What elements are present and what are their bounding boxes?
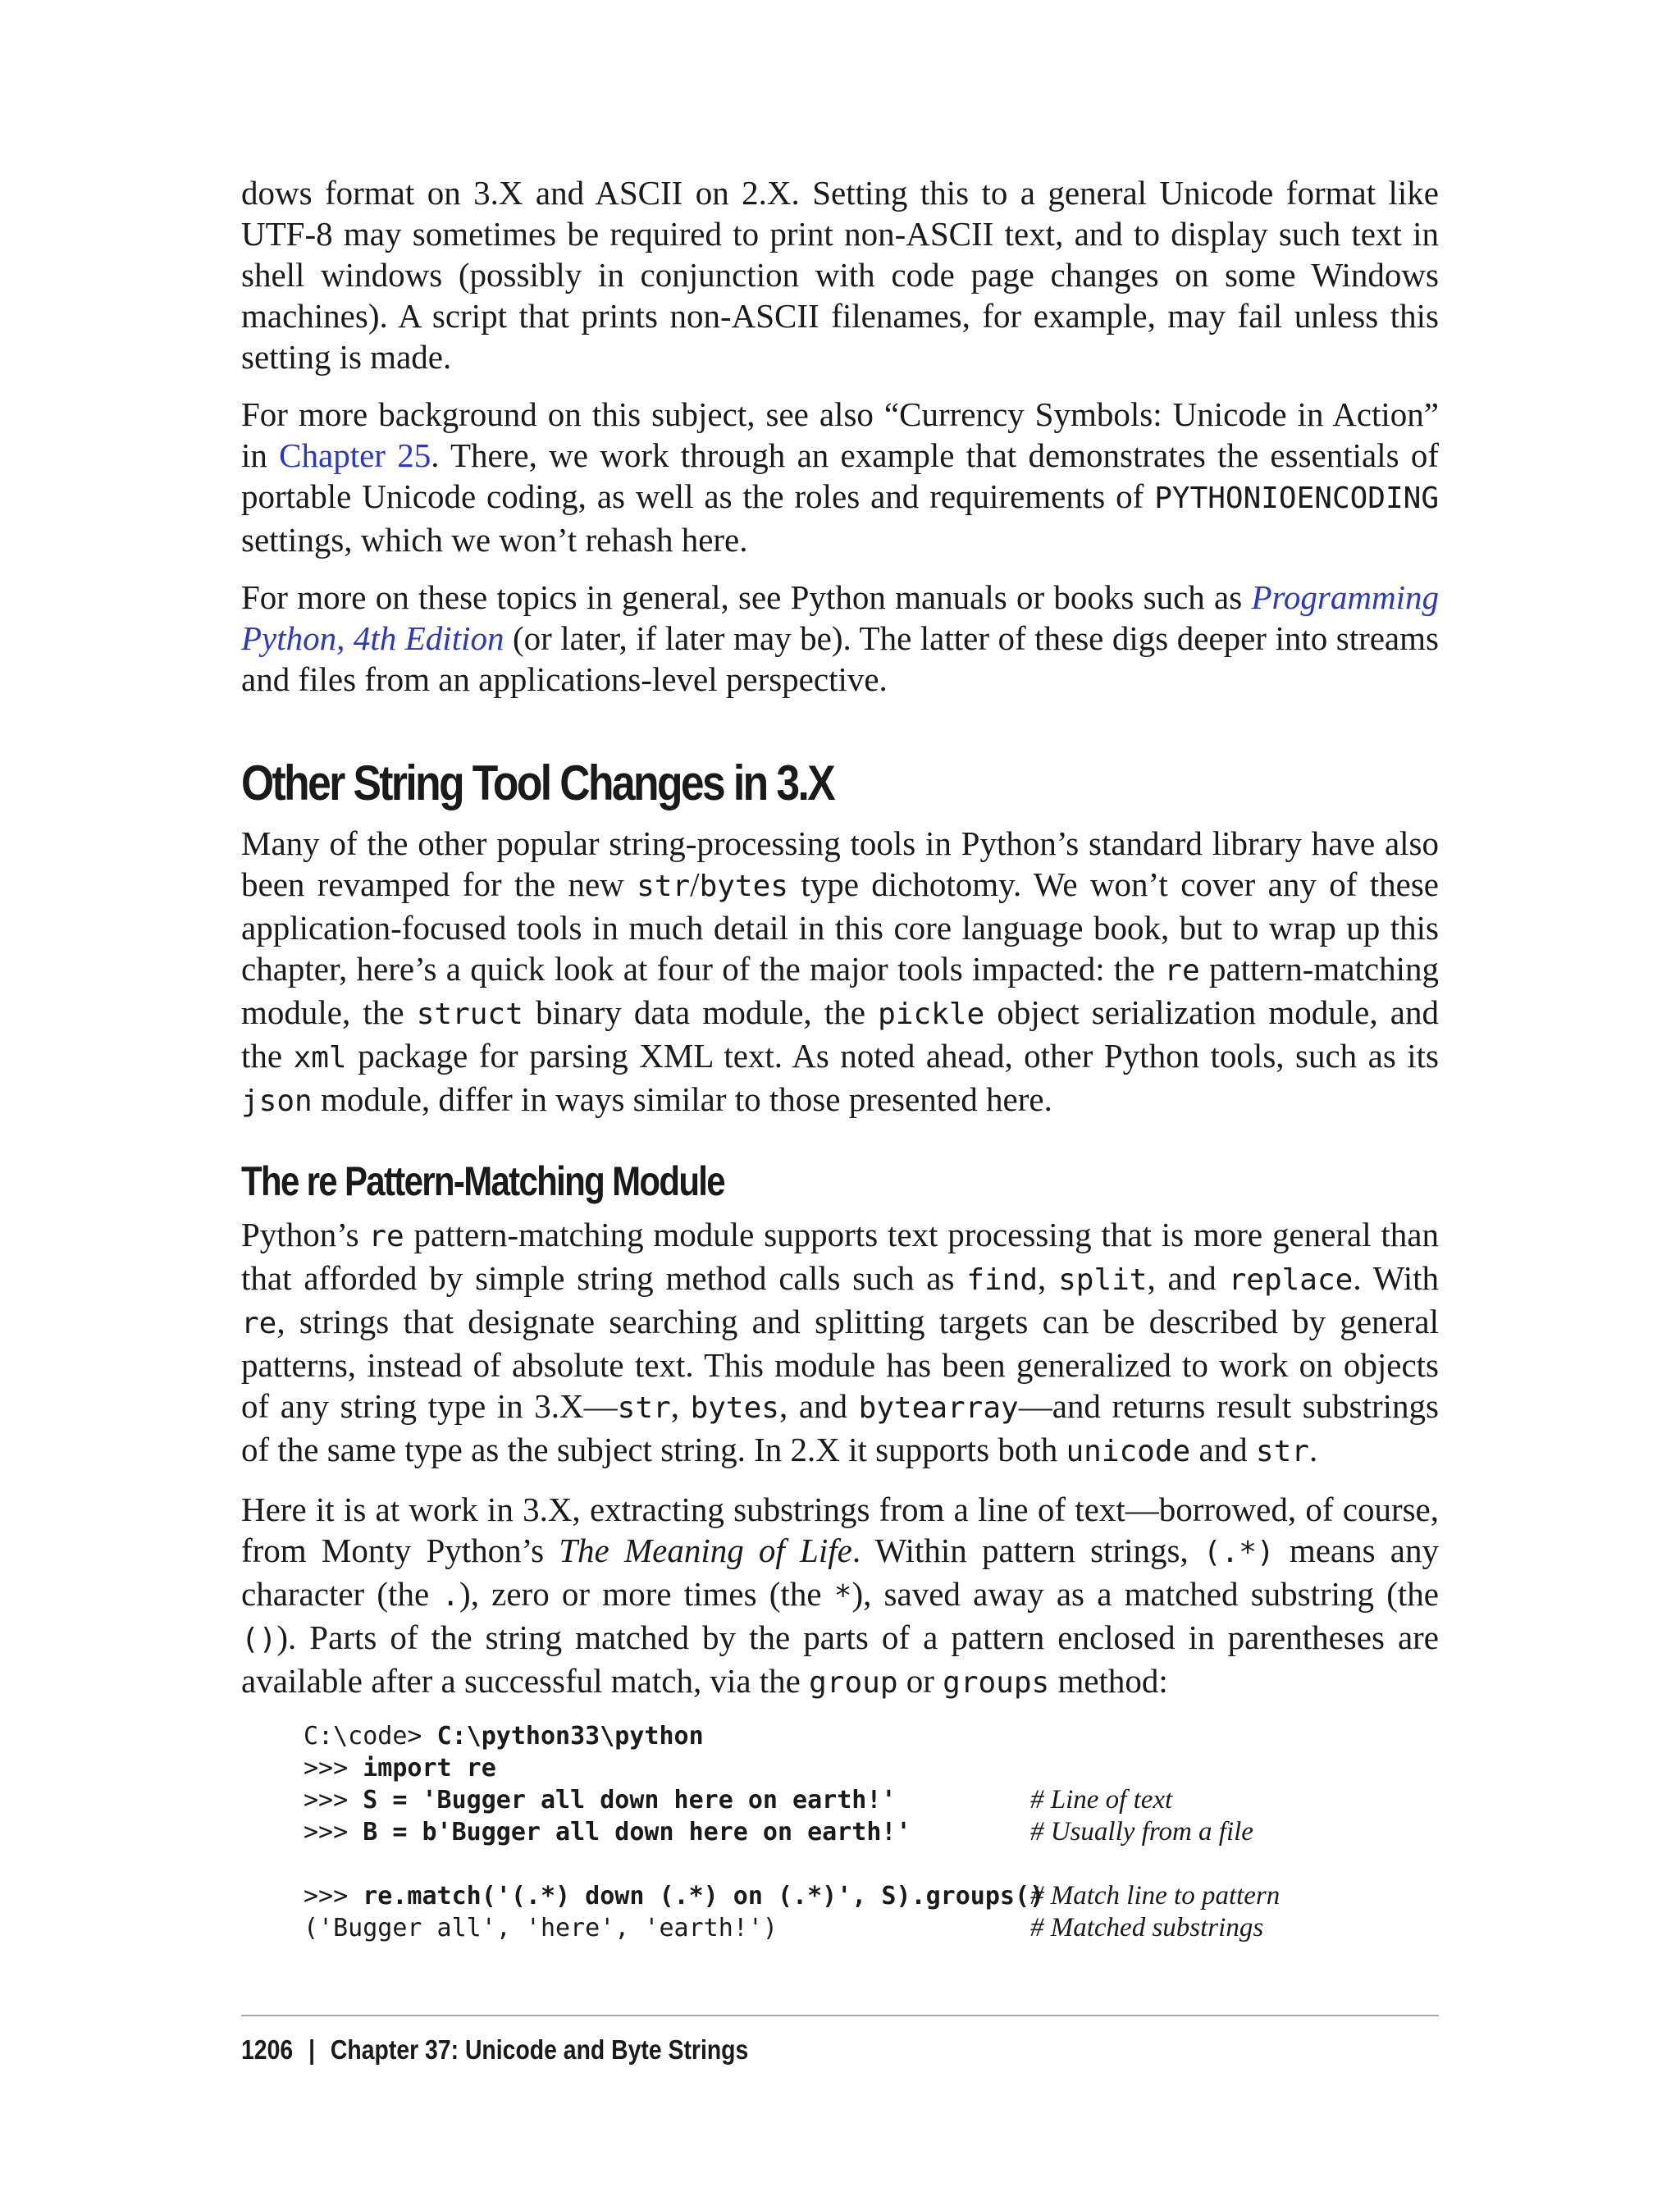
footer-rule xyxy=(241,2015,1439,2016)
inline-code: () xyxy=(241,1623,277,1656)
code-input: S = 'Bugger all down here on earth!' xyxy=(363,1786,897,1815)
code-comment: # Matched substrings xyxy=(1030,1913,1264,1942)
subsection-heading: The re Pattern-Matching Module xyxy=(241,1158,724,1204)
text: For more background on this subject, see also “Currency Symbols: Unicode in Action” in xyxy=(241,395,1439,474)
inline-code: str xyxy=(1255,1435,1309,1468)
code-input: re.match('(.*) down (.*) on (.*)', S).groups() xyxy=(363,1882,1045,1911)
code-comment: # Match line to pattern xyxy=(1030,1881,1281,1911)
inline-code: bytearray xyxy=(858,1391,1019,1425)
code-prompt: >>> xyxy=(304,1754,363,1783)
code-line xyxy=(304,1816,1439,1848)
inline-code: * xyxy=(833,1579,852,1613)
text: . There, we work through an example that demonstrates the essentials of portable Unicode coding, as well as the roles and requirements of xyxy=(241,436,1439,515)
text: object serialization module, and the xyxy=(241,993,1439,1075)
text: pattern-matching module, the xyxy=(241,950,1439,1031)
text: , xyxy=(670,1387,691,1425)
inline-code: str xyxy=(637,870,691,903)
inline-code: (.*) xyxy=(1203,1536,1275,1569)
text: method: xyxy=(1049,1662,1168,1700)
paragraph-more-topics xyxy=(241,577,1439,700)
paragraph-example-intro xyxy=(241,1489,1439,1704)
inline-code: split xyxy=(1058,1263,1148,1297)
text: ). Parts of the string matched by the parts of a pattern enclosed in parentheses are available after a successful match, via the xyxy=(241,1618,1439,1700)
footer-text xyxy=(241,2034,1271,2066)
chapter-title: Chapter 37: Unicode and Byte Strings xyxy=(330,2034,749,2065)
code-input: import re xyxy=(363,1754,496,1783)
text: , strings that designate searching and splitting targets can be described by general patterns, instead of absolute text. This module has been generalized to work on objects of any string type in 3.X— xyxy=(241,1303,1439,1425)
page-number: 1206 xyxy=(241,2034,294,2065)
text: , and xyxy=(1147,1259,1229,1297)
code-line xyxy=(304,1720,1439,1752)
paragraph-background xyxy=(241,394,1439,560)
section-heading: Other String Tool Changes in 3.X xyxy=(241,756,834,810)
book-title: The Meaning of Life xyxy=(559,1532,852,1569)
inline-code: json xyxy=(241,1084,313,1118)
inline-code: str xyxy=(617,1391,671,1425)
page-footer xyxy=(241,2015,1439,2066)
code-blank-line xyxy=(304,1848,1439,1880)
inline-code: pickle xyxy=(878,998,985,1031)
inline-code: unicode xyxy=(1066,1435,1191,1468)
chapter-25-link[interactable]: Chapter 25 xyxy=(279,436,431,474)
code-line xyxy=(304,1912,1439,1944)
page-content xyxy=(241,172,1439,1944)
paragraph-string-tools xyxy=(241,823,1439,1122)
inline-code: groups xyxy=(943,1666,1050,1700)
code-input: B = b'Bugger all down here on earth!' xyxy=(363,1818,911,1847)
inline-code: struct xyxy=(416,998,523,1031)
text: (or later, if later may be). The latter of these digs deeper into streams and files from an applications-level perspective. xyxy=(241,619,1439,698)
text: type dichotomy. We won’t cover any of these application-focused tools in much detail in this core language book, but to wrap up this chapter, here’s a quick look at four of the major tools impacted: the xyxy=(241,865,1439,988)
text: binary data module, the xyxy=(523,993,879,1031)
code-comment: # Line of text xyxy=(1030,1785,1173,1815)
text: , and xyxy=(778,1387,859,1425)
code-prompt: C:\code> xyxy=(304,1722,437,1751)
text: . With xyxy=(1353,1259,1440,1297)
text: package for parsing XML text. As noted ahead, other Python tools, such as its xyxy=(346,1037,1439,1075)
inline-code: . xyxy=(441,1579,460,1613)
code-prompt: >>> xyxy=(304,1786,363,1815)
inline-code: re xyxy=(368,1220,404,1253)
inline-code: find xyxy=(966,1263,1038,1297)
text: Many of the other popular string-processing tools in Python’s standard library have also been revamped for the new xyxy=(241,824,1439,903)
text: —and returns result substrings of the same type as the subject string. In 2.X it supports both xyxy=(241,1387,1440,1468)
text: or xyxy=(897,1662,943,1700)
code-output: ('Bugger all', 'here', 'earth!') xyxy=(304,1914,778,1942)
inline-code: re xyxy=(1164,954,1200,988)
text: ), saved away as a matched substring (the xyxy=(851,1575,1439,1613)
code-line xyxy=(304,1784,1439,1816)
inline-code: bytes xyxy=(699,870,788,903)
code-input: C:\python33\python xyxy=(436,1722,704,1751)
code-line xyxy=(304,1880,1439,1912)
text: means any character (the xyxy=(241,1532,1439,1613)
text: , xyxy=(1038,1259,1059,1297)
code-prompt: >>> xyxy=(304,1882,363,1911)
code-comment: # Usually from a file xyxy=(1030,1817,1253,1847)
code-prompt: >>> xyxy=(304,1818,363,1847)
text: settings, which we won’t rehash here. xyxy=(241,521,748,559)
inline-code: re xyxy=(241,1307,277,1340)
text: . xyxy=(1308,1431,1318,1468)
inline-code: bytes xyxy=(690,1391,779,1425)
text: pattern-matching module supports text processing that is more general than that afforded by simple string method calls such as xyxy=(241,1216,1439,1297)
inline-code: xml xyxy=(293,1041,347,1075)
paragraph-re-module xyxy=(241,1214,1439,1472)
code-listing xyxy=(304,1720,1439,1944)
text: and xyxy=(1190,1431,1256,1468)
programming-python-link[interactable]: Programming Python, 4th Edition xyxy=(241,578,1439,657)
paragraph-encoding-note xyxy=(241,172,1439,377)
text: / xyxy=(690,865,700,903)
text: Here it is at work in 3.X, extracting substrings from a line of text—borrowed, of course, from Monty Python’s xyxy=(241,1491,1439,1569)
text: ), zero or more times (the xyxy=(459,1575,834,1613)
inline-code: PYTHONIOENCODING xyxy=(1154,482,1439,515)
text: module, differ in ways similar to those presented here. xyxy=(312,1080,1052,1118)
text: dows format on 3.X and ASCII on 2.X. Setting this to a general Unicode format like UTF-8 may sometimes be required to print non-ASCII text, and to display such text in shell windows (possibly in conjunction with code page changes on some Windows machines). A script that prints non-ASCII filenames, for example, may fail unless this setting is made. xyxy=(241,174,1439,376)
inline-code: replace xyxy=(1228,1263,1354,1297)
text: For more on these topics in general, see Python manuals or books such as xyxy=(241,578,1252,616)
code-line xyxy=(304,1752,1439,1784)
text: Python’s xyxy=(241,1216,369,1253)
footer-separator: | xyxy=(308,2034,316,2065)
inline-code: group xyxy=(809,1666,898,1700)
text: . Within pattern strings, xyxy=(851,1532,1203,1569)
